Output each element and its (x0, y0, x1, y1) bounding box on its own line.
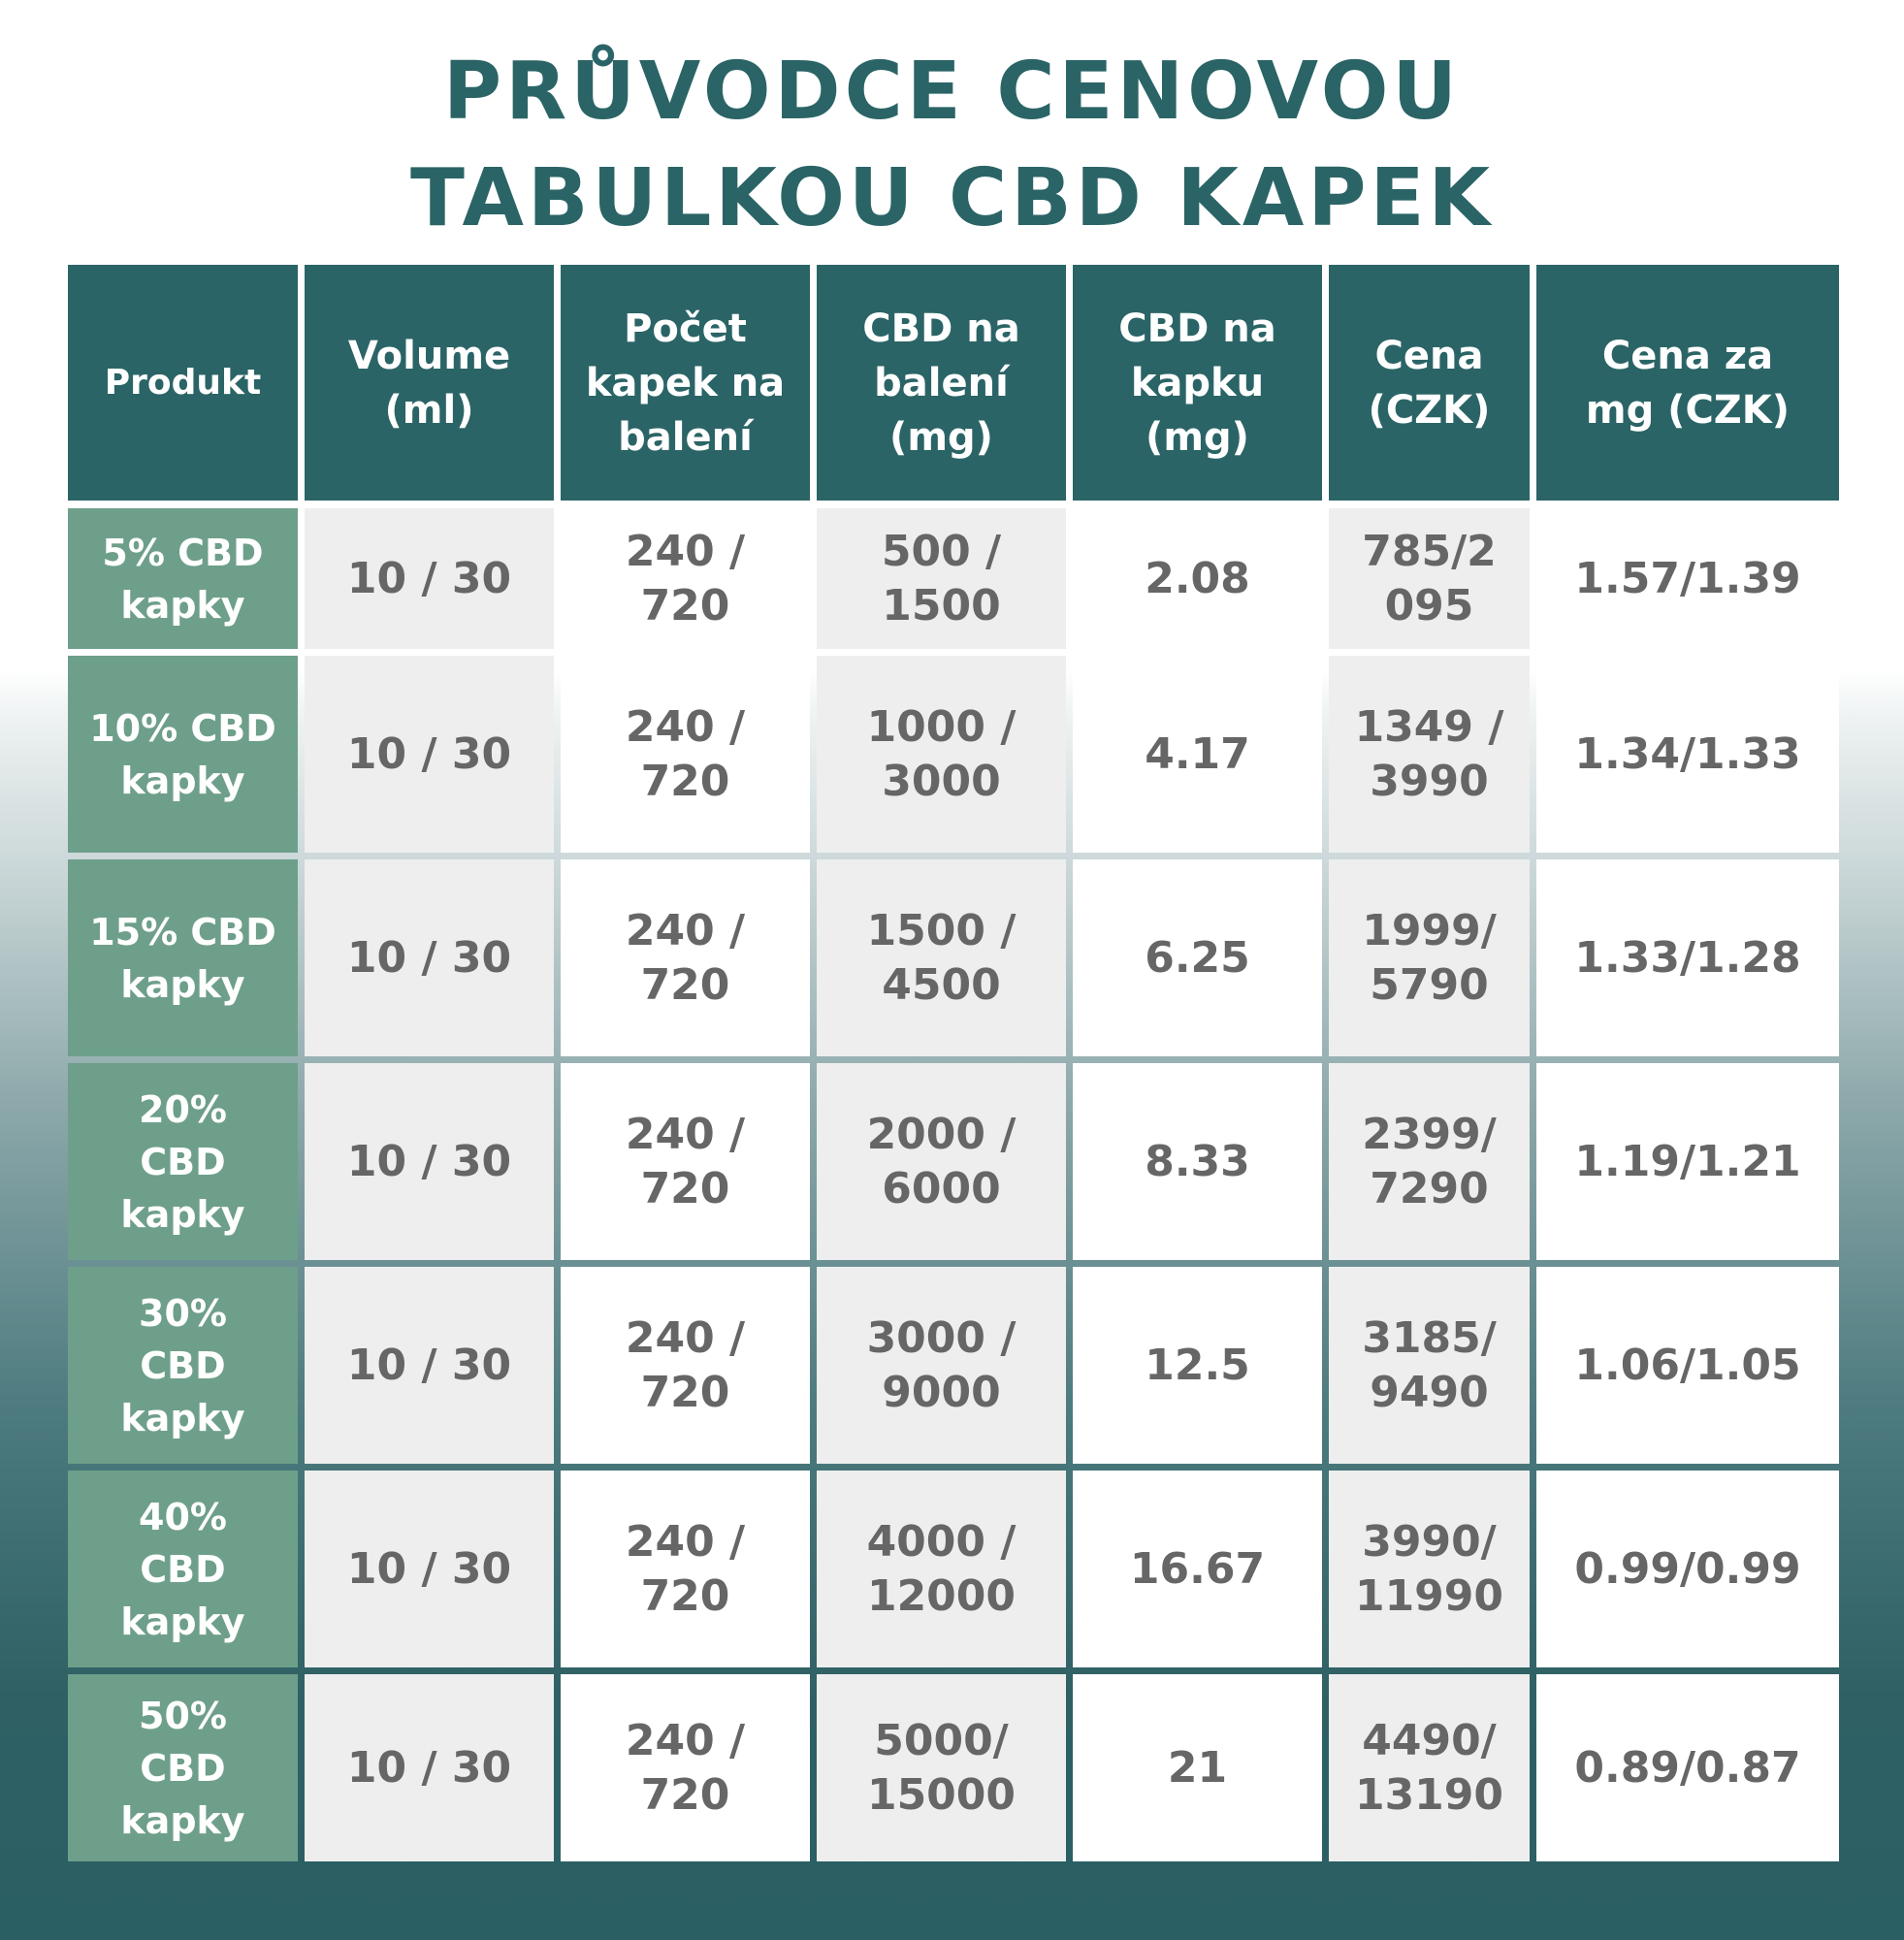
cell-volume: 10 / 30 (305, 859, 554, 1056)
title-line-1: PRŮVODCE CENOVOU (442, 46, 1461, 138)
cell-volume: 10 / 30 (305, 1471, 554, 1667)
cell-cbd-per-drop: 21 (1073, 1674, 1322, 1861)
cell-cbd-per-drop: 12.5 (1073, 1267, 1322, 1464)
row-label-product: 10% CBD kapky (68, 656, 298, 853)
header-cbd-per-pack: CBD na balení (mg) (817, 265, 1066, 501)
cell-cbd-per-pack: 2000 / 6000 (817, 1063, 1066, 1260)
cell-cbd-per-pack: 5000/ 15000 (817, 1674, 1066, 1861)
cell-volume: 10 / 30 (305, 1063, 554, 1260)
cell-drops-per-pack: 240 / 720 (561, 1471, 810, 1667)
row-label-product: 40% CBD kapky (68, 1471, 298, 1667)
title-line-2: TABULKOU CBD KAPEK (409, 152, 1495, 244)
cell-price: 3990/ 11990 (1329, 1471, 1530, 1667)
cell-drops-per-pack: 240 / 720 (561, 859, 810, 1056)
cell-price: 4490/ 13190 (1329, 1674, 1530, 1861)
cell-drops-per-pack: 240 / 720 (561, 1063, 810, 1260)
cell-cbd-per-pack: 1000 / 3000 (817, 656, 1066, 853)
cell-cbd-per-pack: 1500 / 4500 (817, 859, 1066, 1056)
cell-cbd-per-pack: 4000 / 12000 (817, 1471, 1066, 1667)
cell-price-per-mg: 0.89/0.87 (1536, 1674, 1839, 1861)
cell-price: 2399/ 7290 (1329, 1063, 1530, 1260)
cell-volume: 10 / 30 (305, 1267, 554, 1464)
cell-drops-per-pack: 240 / 720 (561, 656, 810, 853)
cell-cbd-per-pack: 3000 / 9000 (817, 1267, 1066, 1464)
cell-price: 1349 / 3990 (1329, 656, 1530, 853)
cell-cbd-per-drop: 6.25 (1073, 859, 1322, 1056)
cell-price-per-mg: 1.33/1.28 (1536, 859, 1839, 1056)
cell-volume: 10 / 30 (305, 508, 554, 649)
row-label-product: 5% CBD kapky (68, 508, 298, 649)
cell-price: 1999/ 5790 (1329, 859, 1530, 1056)
row-label-product: 20% CBD kapky (68, 1063, 298, 1260)
cell-price: 3185/ 9490 (1329, 1267, 1530, 1464)
cell-drops-per-pack: 240 / 720 (561, 1267, 810, 1464)
cell-cbd-per-drop: 16.67 (1073, 1471, 1322, 1667)
header-price: Cena (CZK) (1329, 265, 1530, 501)
header-price-per-mg: Cena za mg (CZK) (1536, 265, 1839, 501)
cell-cbd-per-drop: 4.17 (1073, 656, 1322, 853)
cell-cbd-per-drop: 8.33 (1073, 1063, 1322, 1260)
cell-price-per-mg: 1.57/1.39 (1536, 508, 1839, 649)
cell-drops-per-pack: 240 / 720 (561, 1674, 810, 1861)
cell-price-per-mg: 1.34/1.33 (1536, 656, 1839, 853)
cell-price: 785/2 095 (1329, 508, 1530, 649)
header-cbd-per-drop: CBD na kapku (mg) (1073, 265, 1322, 501)
cell-drops-per-pack: 240 / 720 (561, 508, 810, 649)
cell-cbd-per-pack: 500 / 1500 (817, 508, 1066, 649)
row-label-product: 30% CBD kapky (68, 1267, 298, 1464)
row-label-product: 50% CBD kapky (68, 1674, 298, 1861)
cell-price-per-mg: 1.06/1.05 (1536, 1267, 1839, 1464)
cell-price-per-mg: 1.19/1.21 (1536, 1063, 1839, 1260)
cell-volume: 10 / 30 (305, 1674, 554, 1861)
cell-cbd-per-drop: 2.08 (1073, 508, 1322, 649)
cell-volume: 10 / 30 (305, 656, 554, 853)
row-label-product: 15% CBD kapky (68, 859, 298, 1056)
header-volume: Volume (ml) (305, 265, 554, 501)
header-product: Produkt (68, 265, 298, 501)
header-drops-per-pack: Počet kapek na balení (561, 265, 810, 501)
cell-price-per-mg: 0.99/0.99 (1536, 1471, 1839, 1667)
